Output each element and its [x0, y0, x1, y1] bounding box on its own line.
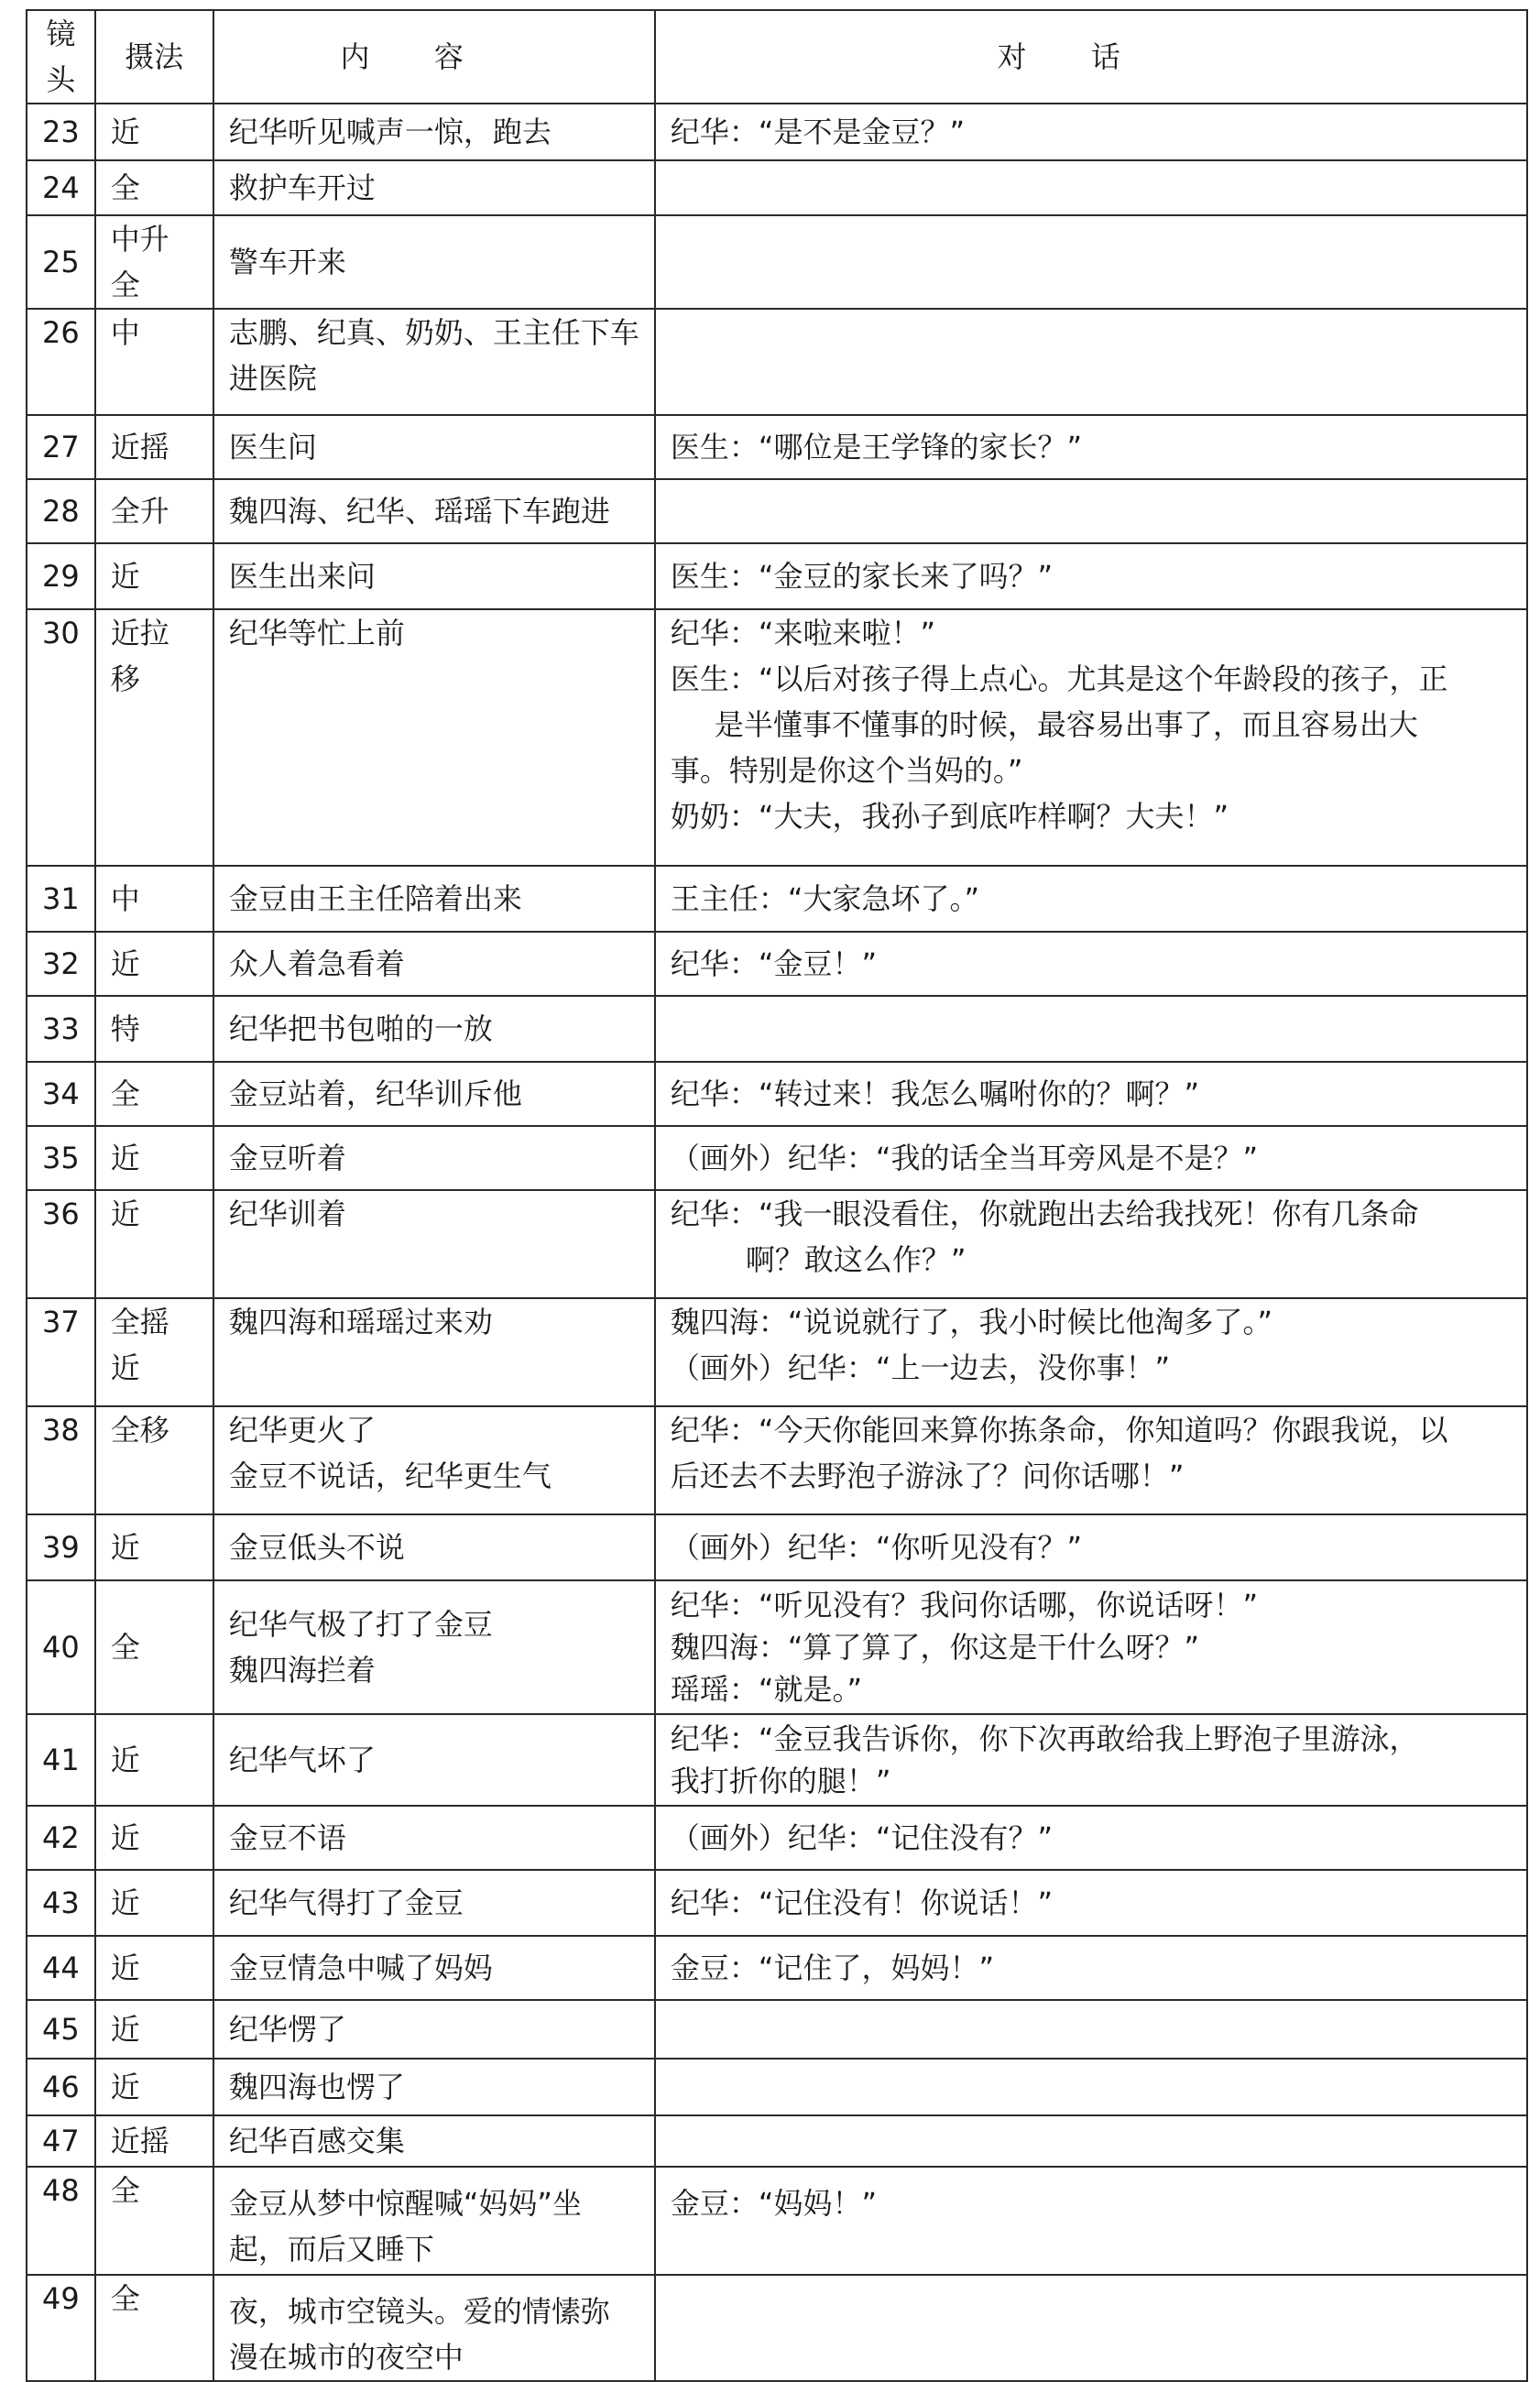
shot-number: 23 [27, 104, 95, 160]
shot-content [213, 415, 655, 479]
shot-method: 近 [95, 1936, 213, 2000]
table-row [27, 543, 1527, 609]
shot-dialogue [655, 932, 1527, 996]
shot-dialogue [655, 215, 1527, 309]
shot-method: 近 [95, 932, 213, 996]
shot-content [213, 2000, 655, 2059]
shot-method: 中升全 [95, 215, 213, 309]
table-row [27, 479, 1527, 543]
content-line: 魏四海和瑶瑶过来劝 [228, 1305, 493, 1339]
content-line: 纪华把书包啪的一放 [228, 1011, 493, 1046]
shot-content [213, 2167, 655, 2275]
content-line: 纪华训着 [228, 1196, 346, 1231]
dialogue-line: 奶奶：“大夫，我孙子到底咋样啊？大夫！” [670, 799, 1229, 834]
shot-method: 近 [95, 104, 213, 160]
content-line: 纪华更火了 [228, 1413, 376, 1448]
shot-method: 全 [95, 2167, 213, 2275]
shot-method: 全 [95, 1580, 213, 1714]
shot-content [213, 1580, 655, 1714]
shot-number: 25 [27, 215, 95, 309]
shot-dialogue [655, 1514, 1527, 1580]
content-line: 金豆不说话，纪华更生气 [228, 1459, 552, 1493]
table-row [27, 2275, 1527, 2381]
dialogue-line: 纪华：“金豆我告诉你，你下次再敢给我上野泡子里游泳， [670, 1721, 1419, 1756]
table-row [27, 2115, 1527, 2167]
content-line: 金豆由王主任陪着出来 [228, 881, 522, 916]
table-row [27, 1870, 1527, 1936]
content-line: 起，而后又睡下 [228, 2232, 434, 2267]
shot-method: 近 [95, 543, 213, 609]
content-line: 志鹏、纪真、奶奶、王主任下车 [228, 315, 639, 350]
shot-method: 全摇近 [95, 1298, 213, 1406]
shot-dialogue [655, 866, 1527, 932]
table-row [27, 1936, 1527, 2000]
shot-method: 近 [95, 1514, 213, 1580]
shot-content [213, 1062, 655, 1126]
dialogue-line: 金豆：“记住了，妈妈！” [670, 1950, 995, 1985]
shot-content [213, 215, 655, 309]
shot-number: 38 [27, 1406, 95, 1514]
dialogue-line: 啊？敢这么作？” [745, 1242, 967, 1277]
dialogue-line: 后还去不去野泡子游泳了？问你话哪！” [670, 1459, 1185, 1493]
shot-number: 35 [27, 1126, 95, 1190]
dialogue-line: 金豆：“妈妈！” [670, 2186, 878, 2221]
content-line: 魏四海也愣了 [228, 2070, 405, 2104]
shot-dialogue [655, 104, 1527, 160]
dialogue-line: 纪华：“是不是金豆？” [670, 115, 966, 149]
content-line: 医生问 [228, 430, 317, 464]
shot-dialogue [655, 309, 1527, 415]
shot-number: 44 [27, 1936, 95, 2000]
table-row [27, 2167, 1527, 2275]
dialogue-line: 王主任：“大家急坏了。” [670, 881, 980, 916]
content-line: 纪华百感交集 [228, 2124, 405, 2158]
table-row [27, 1406, 1527, 1514]
shot-method: 近拉移 [95, 609, 213, 866]
dialogue-line: （画外）纪华：“记住没有？” [670, 1820, 1054, 1855]
shot-method: 全 [95, 1062, 213, 1126]
content-line: 医生出来问 [228, 559, 376, 594]
shot-dialogue [655, 2115, 1527, 2167]
shot-dialogue [655, 1298, 1527, 1406]
shot-method: 近 [95, 2059, 213, 2115]
shot-content [213, 2059, 655, 2115]
shot-content [213, 609, 655, 866]
shot-content [213, 1406, 655, 1514]
shot-dialogue [655, 1126, 1527, 1190]
shot-dialogue [655, 2167, 1527, 2275]
content-line: 金豆听着 [228, 1141, 346, 1175]
shot-method: 近摇 [95, 415, 213, 479]
content-line: 纪华等忙上前 [228, 616, 405, 650]
shot-dialogue [655, 1870, 1527, 1936]
shot-dialogue [655, 2000, 1527, 2059]
shot-method: 全 [95, 2275, 213, 2381]
shot-number: 41 [27, 1714, 95, 1806]
table-row [27, 996, 1527, 1062]
table-row [27, 932, 1527, 996]
shot-number: 29 [27, 543, 95, 609]
dialogue-line: 纪华：“转过来！我怎么嘱咐你的？啊？” [670, 1076, 1200, 1111]
shot-method: 近 [95, 1126, 213, 1190]
table-row [27, 104, 1527, 160]
table-row [27, 1514, 1527, 1580]
shot-number: 43 [27, 1870, 95, 1936]
dialogue-line: （画外）纪华：“上一边去，没你事！” [670, 1350, 1171, 1385]
shot-number: 24 [27, 160, 95, 215]
table-row [27, 1062, 1527, 1126]
shot-number: 40 [27, 1580, 95, 1714]
dialogue-line: 瑶瑶：“就是。” [670, 1672, 863, 1707]
dialogue-line: 纪华：“听见没有？我问你话哪，你说话呀！” [670, 1588, 1259, 1623]
shot-number: 31 [27, 866, 95, 932]
table-row [27, 1806, 1527, 1870]
shot-dialogue [655, 479, 1527, 543]
shot-number: 37 [27, 1298, 95, 1406]
dialogue-line: 魏四海：“说说就行了，我小时候比他淘多了。” [670, 1305, 1273, 1339]
shot-dialogue [655, 996, 1527, 1062]
content-line: 魏四海拦着 [228, 1653, 376, 1688]
shot-number: 49 [27, 2275, 95, 2381]
table-row [27, 1580, 1527, 1714]
shot-content [213, 2115, 655, 2167]
shot-number: 36 [27, 1190, 95, 1298]
dialogue-line: 我打折你的腿！” [670, 1764, 891, 1798]
shot-content [213, 866, 655, 932]
dialogue-line: 是半懂事不懂事的时候，最容易出事了，而且容易出大 [714, 707, 1418, 742]
dialogue-line: 事。特别是你这个当妈的。” [670, 753, 1023, 788]
content-line: 纪华气得打了金豆 [228, 1885, 464, 1920]
dialogue-line: 纪华：“来啦来啦！” [670, 616, 936, 650]
shot-method: 全 [95, 160, 213, 215]
shot-number: 27 [27, 415, 95, 479]
content-line: 夜，城市空镜头。爱的情愫弥 [228, 2294, 610, 2329]
table-row [27, 309, 1527, 415]
table-row [27, 2000, 1527, 2059]
shot-number: 32 [27, 932, 95, 996]
shot-method: 近 [95, 2000, 213, 2059]
content-line: 纪华听见喊声一惊，跑去 [228, 115, 552, 149]
content-line: 进医院 [228, 361, 317, 396]
shot-number: 42 [27, 1806, 95, 1870]
shot-content [213, 932, 655, 996]
shot-number: 30 [27, 609, 95, 866]
content-line: 魏四海、纪华、瑶瑶下车跑进 [228, 494, 610, 529]
dialogue-line: （画外）纪华：“你听见没有？” [670, 1530, 1083, 1565]
shot-dialogue [655, 609, 1527, 866]
dialogue-line: 纪华：“我一眼没看住，你就跑出去给我找死！你有几条命 [670, 1196, 1419, 1231]
shot-content [213, 1190, 655, 1298]
dialogue-line: 纪华：“记住没有！你说话！” [670, 1885, 1054, 1920]
shot-dialogue [655, 2059, 1527, 2115]
header-content: 内容 [213, 10, 655, 104]
content-line: 警车开来 [228, 245, 346, 279]
shot-method: 近 [95, 1714, 213, 1806]
shot-number: 47 [27, 2115, 95, 2167]
shot-method: 中 [95, 309, 213, 415]
table-row [27, 215, 1527, 309]
header-method: 摄法 [95, 10, 213, 104]
table-row [27, 2059, 1527, 2115]
shot-table [26, 9, 1528, 2382]
content-line: 金豆不语 [228, 1820, 346, 1855]
shot-content [213, 1806, 655, 1870]
table-row [27, 1298, 1527, 1406]
shot-method: 近摇 [95, 2115, 213, 2167]
shot-method: 近 [95, 1190, 213, 1298]
shot-number: 46 [27, 2059, 95, 2115]
shot-content [213, 1936, 655, 2000]
dialogue-line: 纪华：“金豆！” [670, 946, 878, 981]
dialogue-line: 纪华：“今天你能回来算你拣条命，你知道吗？你跟我说，以 [670, 1413, 1448, 1448]
shot-method: 近 [95, 1806, 213, 1870]
shot-number: 26 [27, 309, 95, 415]
table-row [27, 415, 1527, 479]
shot-dialogue [655, 1190, 1527, 1298]
shot-method: 特 [95, 996, 213, 1062]
shot-method: 全移 [95, 1406, 213, 1514]
table-row [27, 160, 1527, 215]
shot-method: 中 [95, 866, 213, 932]
dialogue-line: 医生：“哪位是王学锋的家长？” [670, 430, 1083, 464]
shot-dialogue [655, 1714, 1527, 1806]
content-line: 金豆从梦中惊醒喊“妈妈”坐 [228, 2186, 583, 2221]
header-row [27, 10, 1527, 104]
shot-content [213, 1514, 655, 1580]
dialogue-line: 医生：“以后对孩子得上点心。尤其是这个年龄段的孩子，正 [670, 661, 1448, 696]
shot-content [213, 996, 655, 1062]
shot-dialogue [655, 415, 1527, 479]
shot-content [213, 543, 655, 609]
shot-content [213, 160, 655, 215]
dialogue-line: 医生：“金豆的家长来了吗？” [670, 559, 1054, 594]
table-row [27, 1190, 1527, 1298]
shot-content [213, 104, 655, 160]
header-dialogue: 对话 [655, 10, 1527, 104]
content-line: 众人着急看着 [228, 946, 405, 981]
shot-content [213, 479, 655, 543]
shot-method: 近 [95, 1870, 213, 1936]
shot-dialogue [655, 543, 1527, 609]
shot-content [213, 1714, 655, 1806]
content-line: 纪华愣了 [228, 2012, 346, 2047]
shot-method: 全升 [95, 479, 213, 543]
content-line: 纪华气极了打了金豆 [228, 1607, 493, 1642]
shot-number: 39 [27, 1514, 95, 1580]
shot-dialogue [655, 1580, 1527, 1714]
shot-dialogue [655, 1062, 1527, 1126]
content-line: 金豆情急中喊了妈妈 [228, 1950, 493, 1985]
shot-number: 33 [27, 996, 95, 1062]
content-line: 漫在城市的夜空中 [228, 2340, 464, 2375]
shot-dialogue [655, 1936, 1527, 2000]
shot-dialogue [655, 1806, 1527, 1870]
header-shot: 镜头 [27, 10, 95, 104]
content-line: 金豆站着，纪华训斥他 [228, 1076, 522, 1111]
shot-dialogue [655, 160, 1527, 215]
shot-content [213, 1298, 655, 1406]
shot-number: 28 [27, 479, 95, 543]
shot-content [213, 2275, 655, 2381]
shot-content [213, 309, 655, 415]
table-row [27, 1714, 1527, 1806]
shot-number: 34 [27, 1062, 95, 1126]
dialogue-line: （画外）纪华：“我的话全当耳旁风是不是？” [670, 1141, 1259, 1175]
content-line: 金豆低头不说 [228, 1530, 405, 1565]
table-row [27, 866, 1527, 932]
shot-number: 45 [27, 2000, 95, 2059]
shot-content [213, 1126, 655, 1190]
shot-dialogue [655, 1406, 1527, 1514]
table-row [27, 1126, 1527, 1190]
dialogue-line: 魏四海：“算了算了，你这是干什么呀？” [670, 1630, 1200, 1665]
shot-content [213, 1870, 655, 1936]
shot-dialogue [655, 2275, 1527, 2381]
content-line: 救护车开过 [228, 170, 376, 205]
content-line: 纪华气坏了 [228, 1743, 376, 1777]
shot-number: 48 [27, 2167, 95, 2275]
table-row [27, 609, 1527, 866]
